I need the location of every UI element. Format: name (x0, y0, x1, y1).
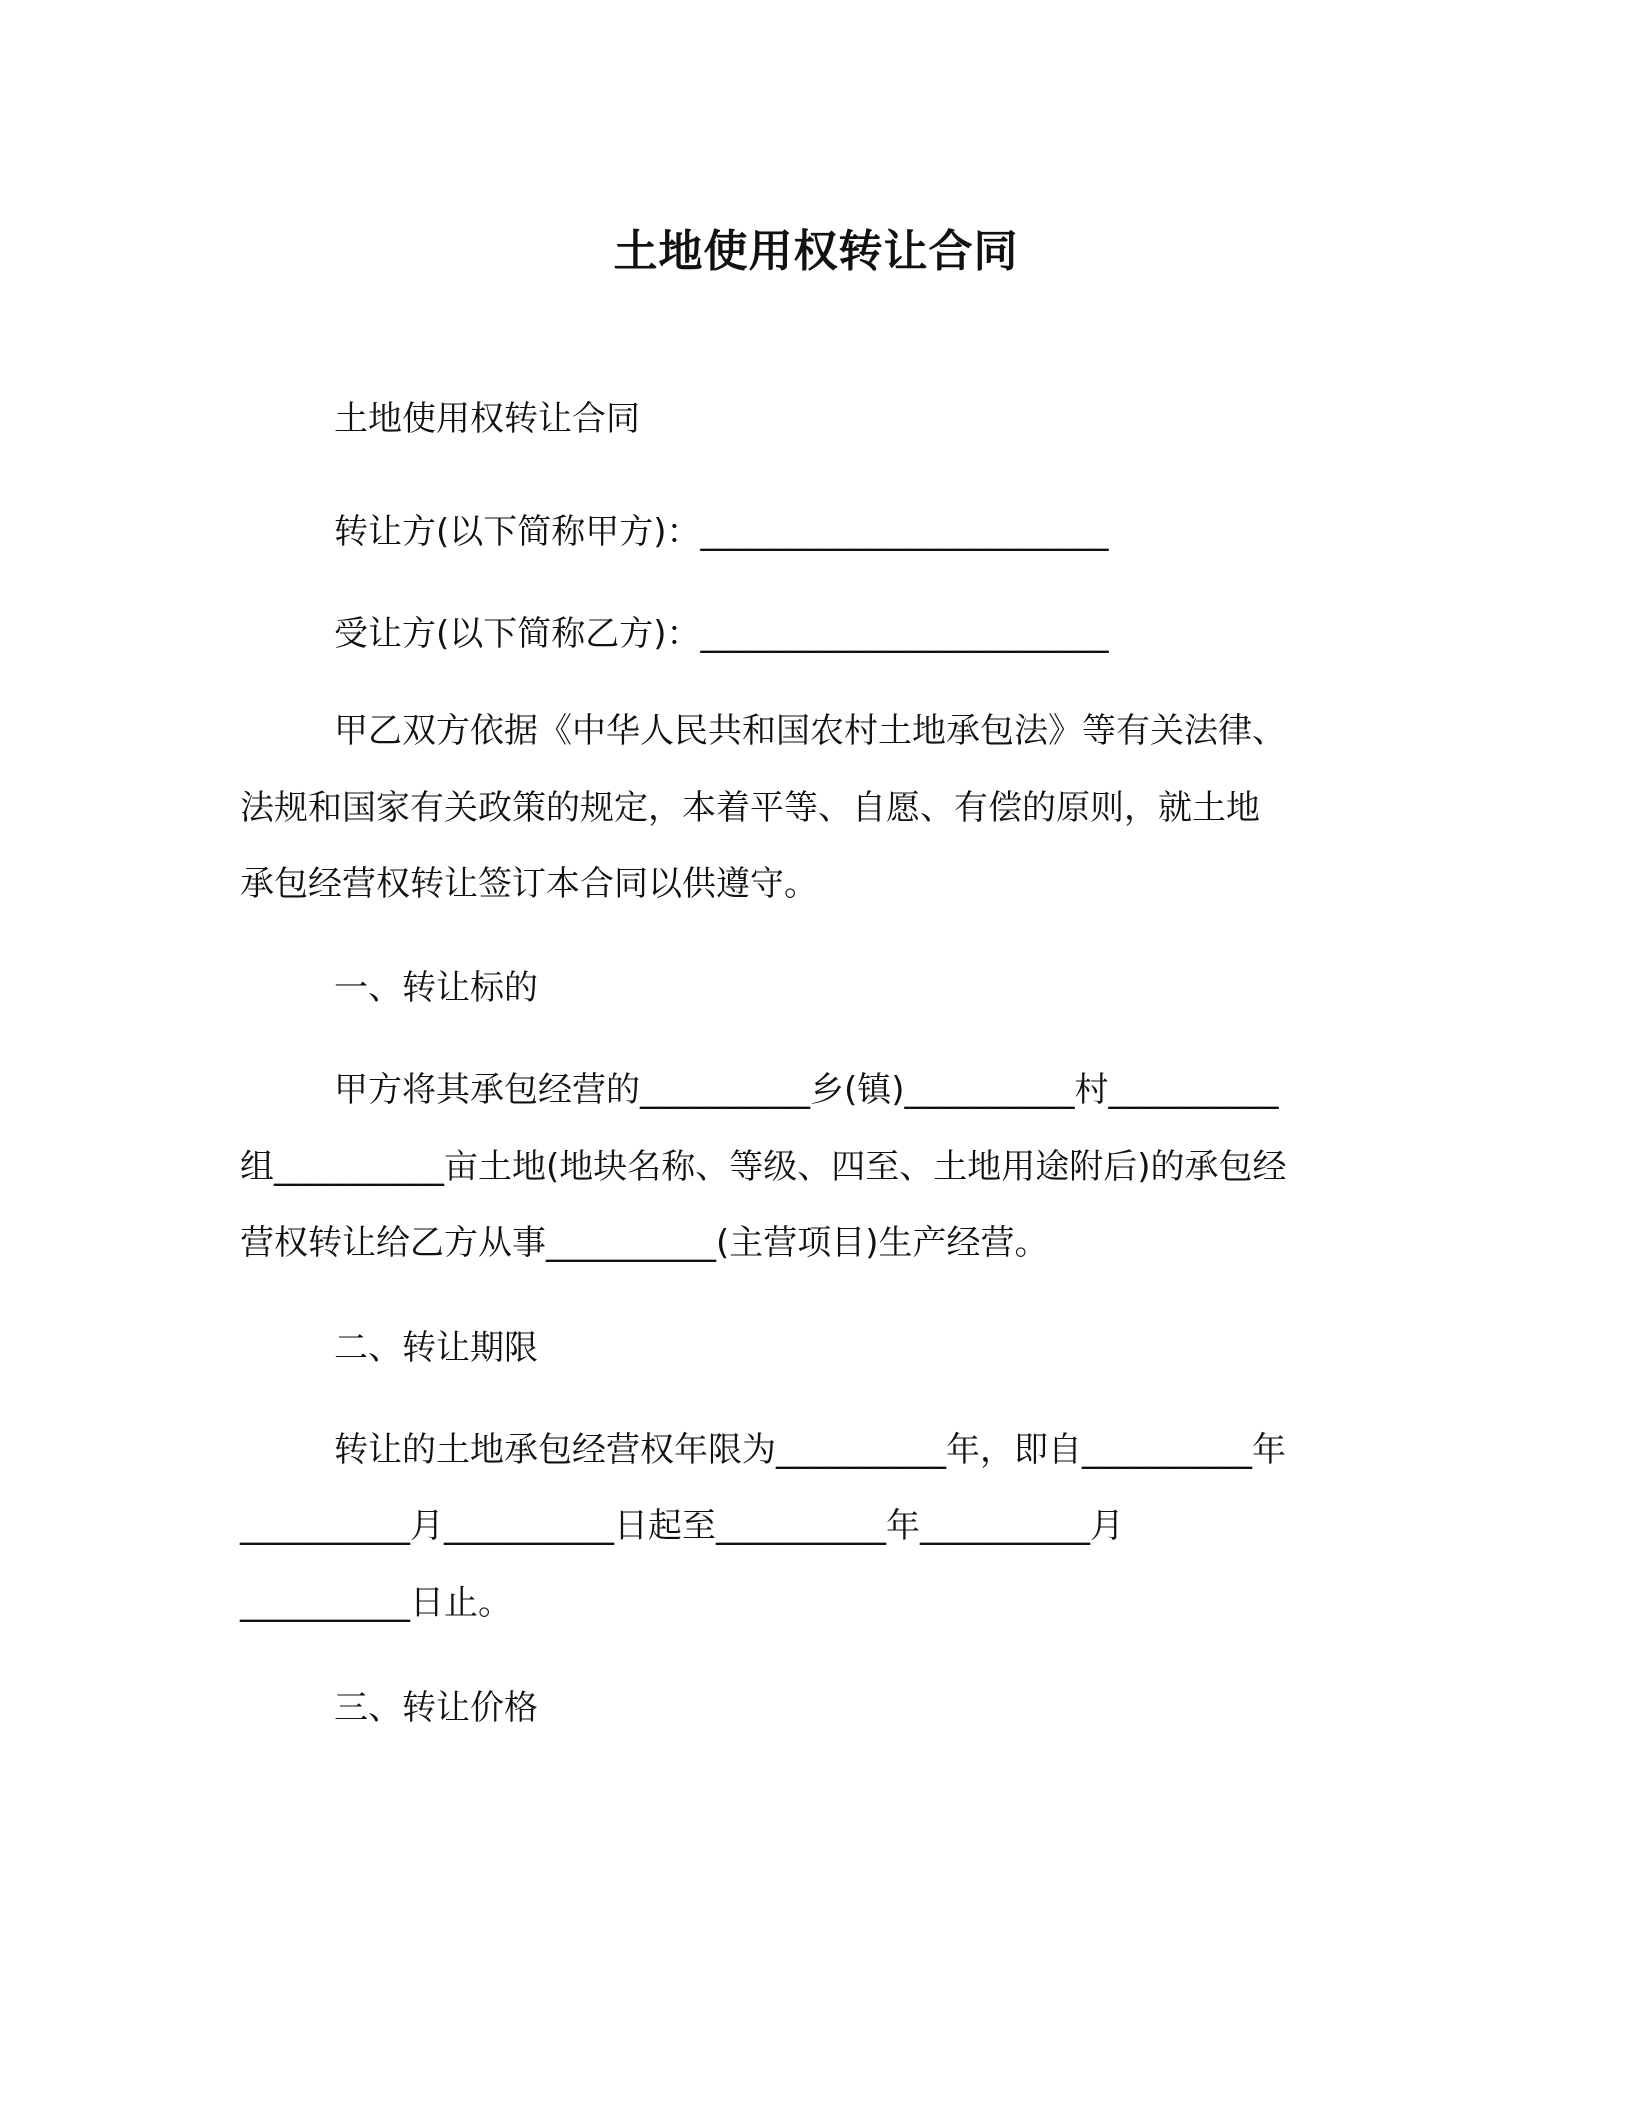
preamble-line-3: 承包经营权转让签订本合同以供遵守。 (240, 864, 818, 904)
section-2-line-2: __________月__________日起至__________年__________月 (240, 1506, 1124, 1546)
preamble-line-1: 甲乙双方依据《中华人民共和国农村土地承包法》等有关法律、 (334, 711, 1286, 751)
section-1-line-2: 组__________亩土地(地块名称、等级、四至、土地用途附后)的承包经 (240, 1147, 1287, 1187)
document-subtitle: 土地使用权转让合同 (334, 399, 640, 439)
section-1-line-3: 营权转让给乙方从事__________(主营项目)生产经营。 (240, 1223, 1049, 1263)
document-title: 土地使用权转让合同 (613, 226, 1019, 277)
party-b-label: 受让方(以下简称乙方)： (334, 614, 701, 654)
preamble-line-2: 法规和国家有关政策的规定，本着平等、自愿、有偿的原则，就土地 (240, 788, 1260, 828)
section-2-line-3: __________日止。 (240, 1583, 512, 1623)
section-1-heading: 一、转让标的 (334, 968, 538, 1008)
party-a-blank: ________________________ (700, 512, 1109, 552)
section-1-line-1: 甲方将其承包经营的__________乡(镇)__________村__________ (334, 1070, 1279, 1110)
section-2-heading: 二、转让期限 (334, 1328, 538, 1368)
party-b-blank: ________________________ (700, 614, 1109, 654)
section-3-heading: 三、转让价格 (334, 1688, 538, 1728)
party-a-line (334, 509, 1109, 555)
party-a-label: 转让方(以下简称甲方)： (334, 512, 701, 552)
section-2-line-1: 转让的土地承包经营权年限为__________年，即自__________年 (334, 1430, 1286, 1470)
party-b-line (334, 611, 1109, 657)
